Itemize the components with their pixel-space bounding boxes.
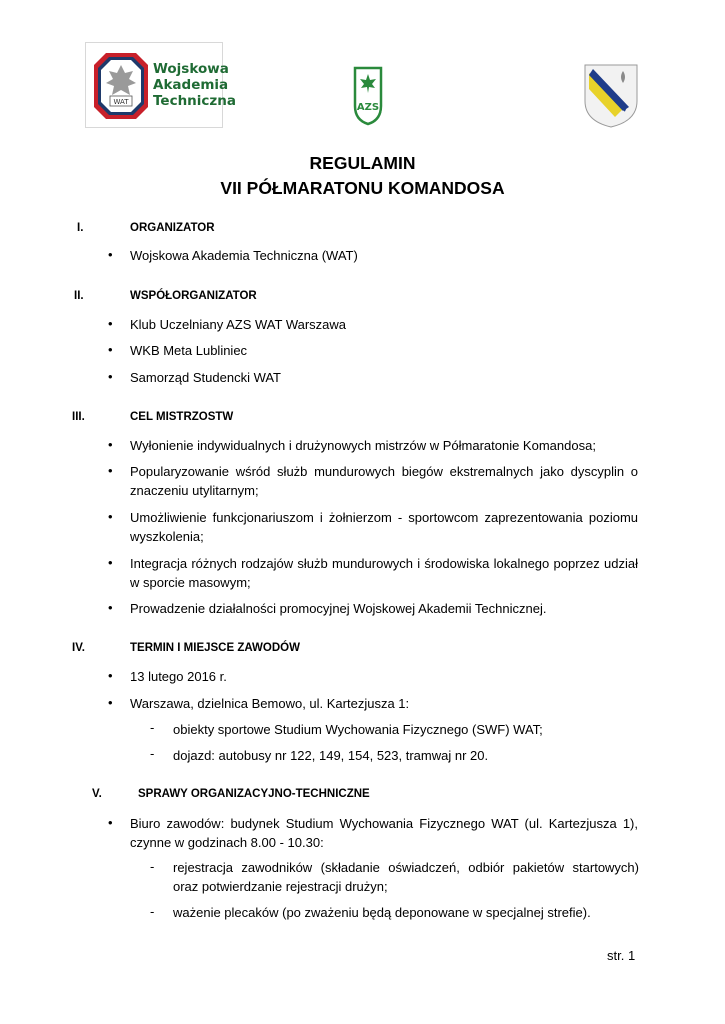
list-item: Samorząd Studencki WAT bbox=[130, 370, 281, 385]
dash-icon: - bbox=[150, 904, 155, 919]
wat-logo-line1: Wojskowa bbox=[153, 61, 229, 77]
list-item: Biuro zawodów: budynek Studium Wychowania Fizycznego WAT (ul. Kartezjusza 1), czynne w godzinach 8.00 - 10.30: bbox=[130, 816, 638, 850]
sub-list-item: dojazd: autobusy nr 122, 149, 154, 523, tramwaj nr 20. bbox=[173, 748, 489, 763]
sub-list-item: ważenie plecaków (po zważeniu będą deponowane w specjalnej strefie). bbox=[173, 905, 591, 920]
section-5-number: V. bbox=[92, 788, 102, 800]
document-title: REGULAMIN bbox=[309, 153, 416, 173]
bullet-icon: • bbox=[108, 815, 113, 830]
section-1-number: I. bbox=[77, 222, 84, 234]
list-item: Umożliwienie funkcjonariuszom i żołnierzom - sportowcom zaprezentowania poziomu wyszkolenia; bbox=[130, 510, 638, 544]
wat-logo-text bbox=[153, 61, 236, 109]
sub-list-item: rejestracja zawodników (składanie oświadczeń, odbiór pakietów startowych) oraz potwierdzanie rejestracji drużyn; bbox=[173, 860, 639, 894]
sub-list-item: obiekty sportowe Studium Wychowania Fizycznego (SWF) WAT; bbox=[173, 722, 543, 737]
wat-logo-line2: Akademia bbox=[153, 77, 229, 93]
list-item: Popularyzowanie wśród służb mundurowych biegów ekstremalnych jako dyscyplin o znaczeniu utylitarnym; bbox=[130, 464, 638, 498]
list-item: Wojskowa Akademia Techniczna (WAT) bbox=[130, 248, 358, 263]
section-5-title: SPRAWY ORGANIZACYJNO-TECHNICZNE bbox=[138, 788, 370, 800]
bullet-icon: • bbox=[108, 342, 113, 357]
bullet-icon: • bbox=[108, 600, 113, 615]
section-3-title: CEL MISTRZOSTW bbox=[130, 411, 234, 423]
azs-logo bbox=[353, 66, 383, 129]
wat-badge-text: WAT bbox=[113, 98, 129, 106]
page-number: str. 1 bbox=[607, 948, 636, 963]
section-2-title: WSPÓŁORGANIZATOR bbox=[130, 290, 257, 302]
list-item: Prowadzenie działalności promocyjnej Wojskowej Akademii Technicznej. bbox=[130, 601, 547, 616]
wat-emblem-icon bbox=[92, 51, 150, 121]
list-item: Warszawa, dzielnica Bemowo, ul. Kartezjusza 1: bbox=[130, 696, 410, 711]
list-item: 13 lutego 2016 r. bbox=[130, 669, 227, 684]
wat-logo-line3: Techniczna bbox=[153, 93, 237, 109]
dash-icon: - bbox=[150, 746, 155, 761]
bullet-icon: • bbox=[108, 369, 113, 384]
list-item: Wyłonienie indywidualnych i drużynowych mistrzów w Półmaratonie Komandosa; bbox=[130, 438, 596, 453]
list-item: Klub Uczelniany AZS WAT Warszawa bbox=[130, 317, 347, 332]
section-1-title: ORGANIZATOR bbox=[130, 222, 215, 234]
bullet-icon: • bbox=[108, 668, 113, 683]
section-4-number: IV. bbox=[72, 642, 86, 654]
wat-logo bbox=[85, 42, 237, 128]
azs-logo-text: AZS bbox=[356, 102, 380, 113]
bullet-icon: • bbox=[108, 555, 113, 570]
meta-shield-icon bbox=[583, 63, 639, 129]
azs-shield-icon bbox=[353, 66, 383, 126]
dash-icon: - bbox=[150, 720, 155, 735]
document-subtitle: VII PÓŁMARATONU KOMANDOSA bbox=[220, 178, 505, 198]
section-3-number: III. bbox=[72, 411, 85, 423]
bullet-icon: • bbox=[108, 695, 113, 710]
bullet-icon: • bbox=[108, 316, 113, 331]
list-item: Integracja różnych rodzajów służb mundurowych i środowiska lokalnego poprzez udział w sporcie masowym; bbox=[130, 556, 638, 590]
bullet-icon: • bbox=[108, 437, 113, 452]
list-item: WKB Meta Lubliniec bbox=[130, 343, 248, 358]
section-4-title: TERMIN I MIEJSCE ZAWODÓW bbox=[130, 642, 300, 654]
bullet-icon: • bbox=[108, 247, 113, 262]
bullet-icon: • bbox=[108, 463, 113, 478]
meta-logo-text: META bbox=[606, 89, 630, 114]
bullet-icon: • bbox=[108, 509, 113, 524]
dash-icon: - bbox=[150, 859, 155, 874]
meta-logo bbox=[583, 63, 639, 132]
section-2-number: II. bbox=[74, 290, 84, 302]
